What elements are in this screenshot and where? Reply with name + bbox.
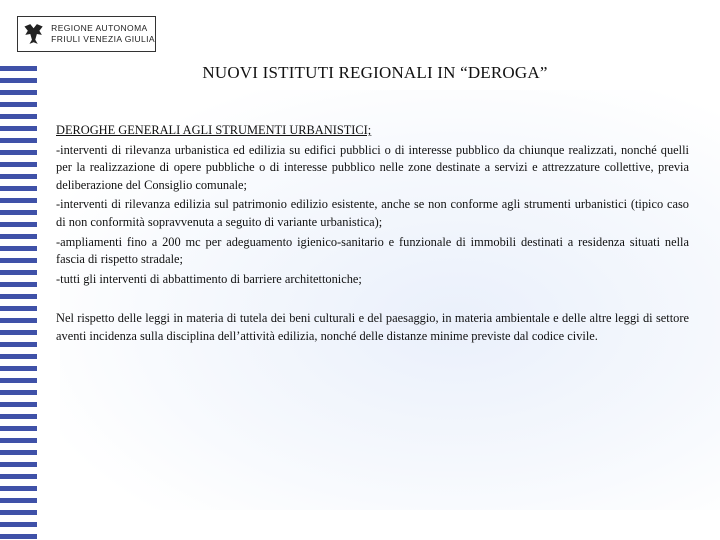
logo-text [51, 23, 155, 45]
list-item: -ampliamenti fino a 200 mc per adeguamento igienico-sanitario e funzionale di immobili destinati a residenza situati nella fascia di rispetto stradale; [56, 234, 689, 267]
main-content [56, 122, 689, 348]
logo-line-1: REGIONE AUTONOMA [51, 23, 148, 33]
logo-line-2: FRIULI VENEZIA GIULIA [51, 34, 155, 44]
list-item: -tutti gli interventi di abbattimento di barriere architettoniche; [56, 271, 362, 286]
list-item: -interventi di rilevanza urbanistica ed edilizia su edifici pubblici o di interesse pubblico da chiunque realizzati, nonché quelli per la realizzazione di opere pubbliche o di interesse pubblico nelle zone destinate a servizi e attrezzature collettive, previa deliberazione del Consiglio comunale; [56, 142, 689, 192]
left-stripe-decoration [0, 66, 37, 540]
section-heading: DEROGHE GENERALI AGLI STRUMENTI URBANISTICI; [56, 123, 372, 137]
eagle-emblem-icon [22, 19, 45, 49]
closing-paragraph: Nel rispetto delle leggi in materia di tutela dei beni culturali e del paesaggio, in materia ambientale e delle altre leggi di settore aventi incidenza sulla disciplina dell’attività edilizia, nonché delle distanze minime previste dal codice civile. [56, 311, 689, 343]
spacer [56, 290, 689, 310]
list-item: -interventi di rilevanza edilizia sul patrimonio edilizio esistente, anche se non conforme agli strumenti urbanistici (tipico caso di non conformità sopravvenuta a seguito di variante urbanistica); [56, 197, 689, 229]
region-logo [17, 16, 156, 52]
page-title: NUOVI ISTITUTI REGIONALI IN “DEROGA” [202, 63, 548, 82]
